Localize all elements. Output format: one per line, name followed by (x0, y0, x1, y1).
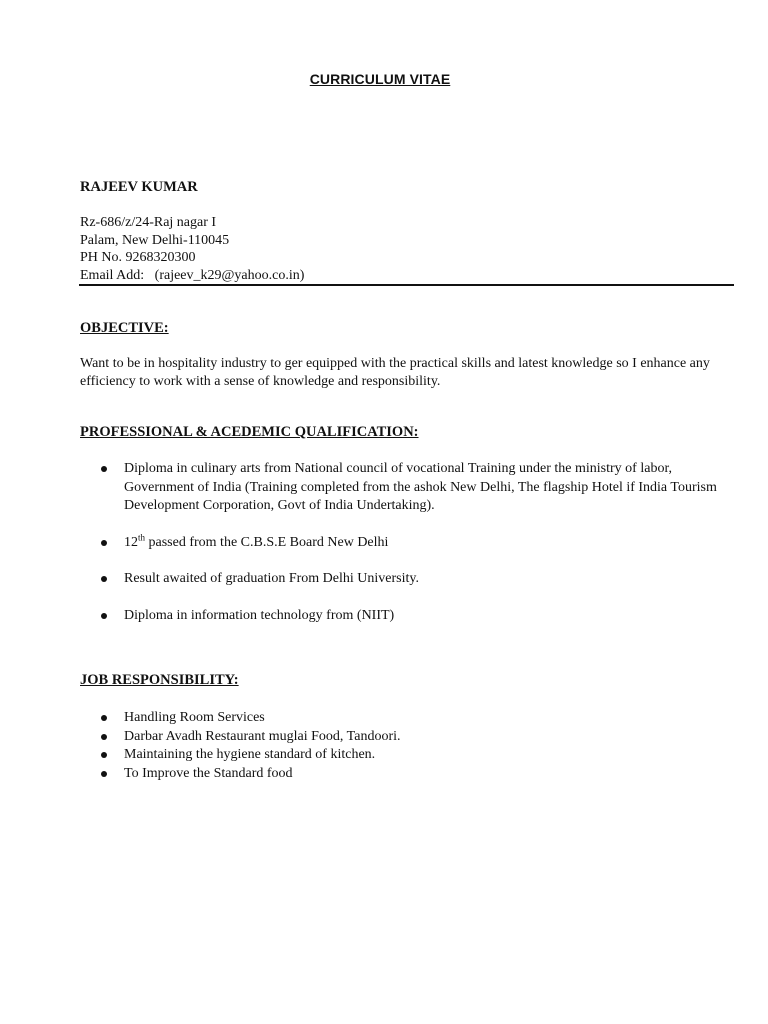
bullet-icon (101, 613, 107, 619)
address-line-2: Palam, New Delhi-110045 (80, 232, 230, 248)
qualification-item-text: Result awaited of graduation From Delhi University. (124, 571, 419, 586)
list-item (80, 607, 720, 626)
header-divider (79, 284, 734, 286)
objective-text: Want to be in hospitality industry to ger equipped with the practical skills and latest knowledge so I enhance any efficiency to work with a sense of knowledge and responsibility. (80, 356, 710, 389)
qualification-item-text (124, 531, 389, 550)
address-line-1: Rz-686/z/24-Raj nagar I (80, 215, 217, 230)
job-item-text: Maintaining the hygiene standard of kitchen. (124, 747, 376, 762)
grade-description: passed from the C.B.S.E Board New Delhi (145, 534, 389, 550)
email-line: Email Add: (rajeev_k29@yahoo.co.in) (80, 267, 305, 283)
list-item (80, 765, 720, 784)
list-item (80, 746, 720, 765)
job-item-text: Darbar Avadh Restaurant muglai Food, Tandoori. (124, 728, 401, 744)
document-title: CURRICULUM VITAE (309, 71, 451, 87)
bullet-icon (101, 466, 107, 472)
bullet-icon (101, 715, 107, 721)
list-item (80, 531, 720, 553)
bullet-icon (101, 540, 107, 546)
bullet-icon (101, 771, 107, 777)
bullet-icon (101, 752, 107, 758)
job-responsibility-list (80, 709, 720, 783)
grade-number: 12 (124, 534, 138, 550)
bullet-icon (101, 734, 107, 740)
list-item (80, 728, 720, 747)
ordinal-suffix: th (138, 531, 146, 542)
qualification-heading: PROFESSIONAL & ACEDEMIC QUALIFICATION: (80, 424, 419, 440)
contact-block (80, 214, 304, 284)
job-item-text: To Improve the Standard food (124, 765, 293, 781)
qualification-item-text: Diploma in information technology from (NIIT) (124, 607, 395, 623)
bullet-icon (101, 576, 107, 582)
list-item (80, 570, 720, 589)
job-responsibility-heading: JOB RESPONSIBILITY: (80, 672, 239, 688)
qualification-list (80, 460, 720, 625)
list-item (80, 709, 720, 728)
phone-line: PH No. 9268320300 (80, 250, 196, 265)
candidate-name: RAJEEV KUMAR (80, 179, 198, 195)
objective-heading: OBJECTIVE: (80, 320, 169, 336)
qualification-item-text: Diploma in culinary arts from National council of vocational Training under the ministry of labor, Government of India (Training completed from the ashok New Delhi, The flagship Hotel if India Tourism Development Corporation, Govt of India Undertaking). (124, 461, 717, 513)
job-item-text: Handling Room Services (124, 710, 265, 725)
list-item (80, 460, 720, 516)
